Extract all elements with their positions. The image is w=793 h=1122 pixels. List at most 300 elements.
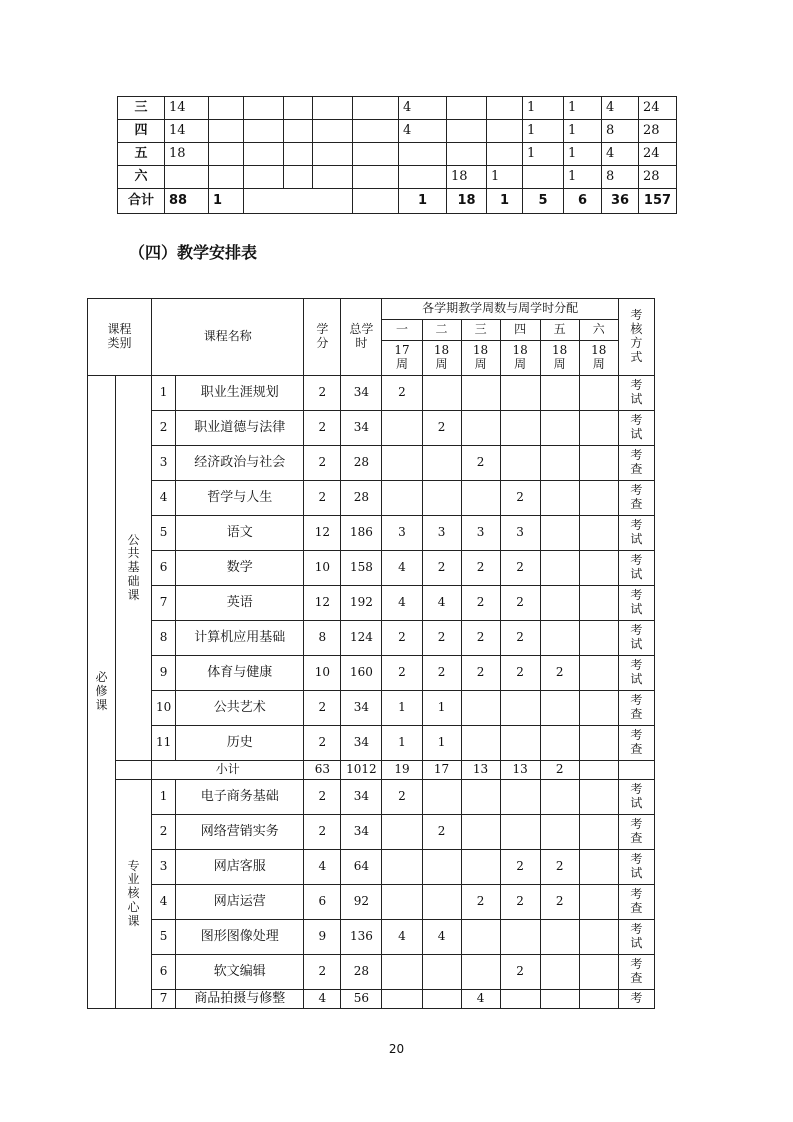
term-hours: 4 (382, 586, 422, 621)
exam-method: 考 试 (618, 411, 654, 446)
term-hours (500, 691, 540, 726)
table-cell (313, 97, 353, 120)
table-row (118, 166, 677, 189)
term-hours (422, 376, 461, 411)
total-label: 合计 (118, 189, 165, 214)
course-credits: 10 (304, 656, 341, 691)
table-cell: 1 (523, 120, 564, 143)
table-cell (353, 189, 399, 214)
course-number: 5 (152, 920, 176, 955)
term-hours (422, 780, 461, 815)
subtotal-blank (116, 761, 152, 780)
term-hours (579, 516, 618, 551)
exam-method (618, 761, 654, 780)
term-hours (422, 481, 461, 516)
term-hours: 2 (500, 586, 540, 621)
term-hours: 4 (422, 920, 461, 955)
term-hours (500, 780, 540, 815)
term-hours: 2 (500, 481, 540, 516)
course-row (88, 815, 655, 850)
table-cell (209, 120, 244, 143)
total-row (118, 189, 677, 214)
term-hours (500, 411, 540, 446)
term-weeks: 18 周 (461, 341, 500, 376)
term-hours: 13 (461, 761, 500, 780)
course-number: 3 (152, 850, 176, 885)
course-number: 9 (152, 656, 176, 691)
table-cell: 28 (639, 120, 677, 143)
table-cell: 24 (639, 97, 677, 120)
table-cell (313, 120, 353, 143)
term-hours: 1 (382, 726, 422, 761)
table-cell (353, 97, 399, 120)
term-name: 六 (579, 320, 618, 341)
table-cell: 28 (639, 166, 677, 189)
table-cell: 14 (165, 97, 209, 120)
term-hours: 4 (382, 920, 422, 955)
exam-method: 考 查 (618, 885, 654, 920)
exam-method: 考 (618, 990, 654, 1009)
course-name: 职业道德与法律 (176, 411, 304, 446)
subtotal-label: 小计 (152, 761, 304, 780)
category-header: 课程类别 (88, 299, 152, 376)
term-hours: 2 (422, 815, 461, 850)
course-name: 网店运营 (176, 885, 304, 920)
course-row (88, 621, 655, 656)
term-hours (382, 990, 422, 1009)
course-row (88, 516, 655, 551)
table-cell: 4 (399, 97, 447, 120)
course-name: 哲学与人生 (176, 481, 304, 516)
term-hours: 19 (382, 761, 422, 780)
credits-header: 学 分 (304, 299, 341, 376)
term-hours: 2 (382, 656, 422, 691)
term-hours: 2 (461, 885, 500, 920)
course-number: 11 (152, 726, 176, 761)
course-credits: 2 (304, 481, 341, 516)
course-number: 6 (152, 955, 176, 990)
term-hours: 2 (422, 411, 461, 446)
table-cell (244, 166, 284, 189)
term-hours (579, 551, 618, 586)
course-number: 4 (152, 481, 176, 516)
term-hours (422, 990, 461, 1009)
term-hours (461, 481, 500, 516)
term-hours (540, 815, 579, 850)
course-row (88, 586, 655, 621)
course-hours: 192 (341, 586, 382, 621)
term-hours (579, 621, 618, 656)
term-hours (461, 920, 500, 955)
table-cell: 88 (165, 189, 209, 214)
table-cell (447, 143, 487, 166)
exam-method: 考 试 (618, 656, 654, 691)
course-credits: 10 (304, 551, 341, 586)
course-name: 软文编辑 (176, 955, 304, 990)
distribution-header: 各学期教学周数与周学时分配 (382, 299, 618, 320)
term-hours (579, 446, 618, 481)
course-credits: 2 (304, 726, 341, 761)
credit-summary-table (117, 96, 677, 214)
term-hours: 17 (422, 761, 461, 780)
table-cell: 1 (564, 166, 602, 189)
term-hours (540, 955, 579, 990)
term-hours: 2 (382, 376, 422, 411)
course-row (88, 920, 655, 955)
term-hours: 2 (500, 621, 540, 656)
course-credits: 12 (304, 586, 341, 621)
term-hours: 2 (500, 885, 540, 920)
exam-method: 考 查 (618, 955, 654, 990)
term-hours: 2 (382, 621, 422, 656)
term-hours (382, 446, 422, 481)
term-hours: 2 (540, 885, 579, 920)
term-hours (579, 586, 618, 621)
exam-method: 考 查 (618, 726, 654, 761)
course-number: 5 (152, 516, 176, 551)
course-number: 10 (152, 691, 176, 726)
table-cell: 8 (602, 120, 639, 143)
exam-method: 考 试 (618, 850, 654, 885)
course-hours: 92 (341, 885, 382, 920)
term-hours: 2 (422, 551, 461, 586)
course-row (88, 481, 655, 516)
exam-method: 考 查 (618, 481, 654, 516)
term-hours: 1 (422, 691, 461, 726)
table-cell (487, 143, 523, 166)
term-hours (382, 411, 422, 446)
term-hours (579, 481, 618, 516)
table-cell (209, 143, 244, 166)
term-hours (540, 446, 579, 481)
table-cell: 4 (602, 143, 639, 166)
term-weeks: 18 周 (540, 341, 579, 376)
term-hours: 3 (382, 516, 422, 551)
term-hours (579, 815, 618, 850)
course-name: 网络营销实务 (176, 815, 304, 850)
table-cell: 1 (523, 97, 564, 120)
term-hours (500, 446, 540, 481)
term-hours (579, 761, 618, 780)
exam-method: 考 查 (618, 815, 654, 850)
table-cell (523, 166, 564, 189)
table-cell: 1 (564, 120, 602, 143)
required-label: 必 修 课 (88, 376, 116, 1009)
term-hours: 3 (461, 516, 500, 551)
term-hours (579, 920, 618, 955)
term-hours: 2 (422, 621, 461, 656)
term-hours: 2 (500, 656, 540, 691)
teaching-plan-table (87, 298, 655, 1009)
course-name: 职业生涯规划 (176, 376, 304, 411)
course-row (88, 955, 655, 990)
table-cell (284, 166, 313, 189)
term-hours: 2 (540, 761, 579, 780)
course-hours: 124 (341, 621, 382, 656)
term-hours (540, 990, 579, 1009)
term-hours (382, 955, 422, 990)
table-cell (244, 189, 353, 214)
course-credits: 2 (304, 955, 341, 990)
course-hours: 28 (341, 481, 382, 516)
term-hours: 2 (461, 586, 500, 621)
table-cell (447, 120, 487, 143)
table-cell (209, 166, 244, 189)
table-cell (284, 97, 313, 120)
course-name: 网店客服 (176, 850, 304, 885)
course-name: 电子商务基础 (176, 780, 304, 815)
term-hours (422, 955, 461, 990)
subtotal-credits: 63 (304, 761, 341, 780)
year-label: 三 (118, 97, 165, 120)
term-name: 二 (422, 320, 461, 341)
table-cell (353, 166, 399, 189)
table-cell: 18 (447, 189, 487, 214)
course-name: 计算机应用基础 (176, 621, 304, 656)
table-cell (244, 97, 284, 120)
table-cell: 1 (564, 143, 602, 166)
exam-method: 考 试 (618, 780, 654, 815)
year-label: 六 (118, 166, 165, 189)
exam-method: 考 查 (618, 446, 654, 481)
course-hours: 160 (341, 656, 382, 691)
table-cell: 4 (399, 120, 447, 143)
course-credits: 4 (304, 850, 341, 885)
table-cell (353, 120, 399, 143)
course-number: 8 (152, 621, 176, 656)
term-hours (579, 376, 618, 411)
course-hours: 34 (341, 815, 382, 850)
term-hours (540, 411, 579, 446)
course-credits: 2 (304, 780, 341, 815)
course-row (88, 411, 655, 446)
course-name-header: 课程名称 (152, 299, 304, 376)
term-hours (461, 850, 500, 885)
term-hours: 2 (382, 780, 422, 815)
course-hours: 64 (341, 850, 382, 885)
course-credits: 4 (304, 990, 341, 1009)
exam-header: 考 核 方 式 (618, 299, 654, 376)
term-hours: 4 (461, 990, 500, 1009)
term-weeks: 18 周 (422, 341, 461, 376)
header-row (88, 299, 655, 320)
term-hours: 2 (461, 621, 500, 656)
course-row (88, 850, 655, 885)
term-hours: 4 (422, 586, 461, 621)
subtotal-hours: 1012 (341, 761, 382, 780)
course-row (88, 376, 655, 411)
course-hours: 34 (341, 780, 382, 815)
table-cell: 14 (165, 120, 209, 143)
term-hours (500, 726, 540, 761)
term-hours (382, 885, 422, 920)
table-cell (244, 120, 284, 143)
course-row (88, 780, 655, 815)
table-cell (487, 120, 523, 143)
exam-method: 考 试 (618, 621, 654, 656)
table-cell (399, 143, 447, 166)
subtotal-row (88, 761, 655, 780)
term-name: 三 (461, 320, 500, 341)
table-row (118, 143, 677, 166)
table-cell: 1 (564, 97, 602, 120)
course-hours: 34 (341, 411, 382, 446)
term-name: 一 (382, 320, 422, 341)
term-hours: 2 (500, 850, 540, 885)
exam-method: 考 试 (618, 920, 654, 955)
course-credits: 2 (304, 691, 341, 726)
table-cell (313, 166, 353, 189)
term-hours: 2 (422, 656, 461, 691)
course-name: 公共艺术 (176, 691, 304, 726)
term-hours: 2 (461, 656, 500, 691)
term-name: 四 (500, 320, 540, 341)
term-hours: 13 (500, 761, 540, 780)
exam-method: 考 试 (618, 586, 654, 621)
term-hours (540, 780, 579, 815)
table-cell (284, 120, 313, 143)
term-weeks: 18 周 (500, 341, 540, 376)
table-cell (353, 143, 399, 166)
term-hours (500, 990, 540, 1009)
term-hours (461, 780, 500, 815)
course-row (88, 885, 655, 920)
group-label: 公 共 基 础 课 (116, 376, 152, 761)
term-hours (579, 726, 618, 761)
term-weeks: 17 周 (382, 341, 422, 376)
table-cell: 1 (487, 166, 523, 189)
term-hours (579, 411, 618, 446)
group-label: 专 业 核 心 课 (116, 780, 152, 1009)
term-hours (579, 955, 618, 990)
term-hours (461, 726, 500, 761)
table-cell: 8 (602, 166, 639, 189)
table-cell: 1 (487, 189, 523, 214)
course-number: 3 (152, 446, 176, 481)
course-credits: 2 (304, 376, 341, 411)
course-row (88, 656, 655, 691)
course-number: 7 (152, 586, 176, 621)
term-hours (500, 920, 540, 955)
table-cell (487, 97, 523, 120)
term-hours (540, 726, 579, 761)
table-cell: 1 (523, 143, 564, 166)
term-hours (579, 990, 618, 1009)
term-hours (461, 376, 500, 411)
exam-method: 考 查 (618, 691, 654, 726)
course-name: 语文 (176, 516, 304, 551)
section-title: （四）教学安排表 (129, 243, 258, 262)
term-hours (540, 551, 579, 586)
table-cell (284, 143, 313, 166)
course-hours: 34 (341, 726, 382, 761)
course-number: 1 (152, 780, 176, 815)
course-number: 1 (152, 376, 176, 411)
course-row (88, 990, 655, 1009)
course-row (88, 691, 655, 726)
exam-method: 考 试 (618, 516, 654, 551)
total-hours-header: 总学 时 (341, 299, 382, 376)
course-row (88, 726, 655, 761)
course-row (88, 551, 655, 586)
term-hours: 2 (461, 446, 500, 481)
term-hours (540, 621, 579, 656)
course-hours: 56 (341, 990, 382, 1009)
term-hours (540, 516, 579, 551)
term-hours: 2 (500, 551, 540, 586)
course-number: 6 (152, 551, 176, 586)
course-number: 4 (152, 885, 176, 920)
course-number: 2 (152, 815, 176, 850)
term-hours (422, 885, 461, 920)
course-credits: 2 (304, 411, 341, 446)
course-credits: 12 (304, 516, 341, 551)
term-weeks: 18 周 (579, 341, 618, 376)
page-number: 20 (388, 1042, 405, 1056)
table-cell: 5 (523, 189, 564, 214)
table-cell: 4 (602, 97, 639, 120)
term-hours (461, 955, 500, 990)
course-credits: 9 (304, 920, 341, 955)
exam-method: 考 试 (618, 551, 654, 586)
table-cell: 18 (447, 166, 487, 189)
term-hours (540, 376, 579, 411)
term-hours (579, 780, 618, 815)
table-cell: 157 (639, 189, 677, 214)
course-name: 商品拍摄与修整 (176, 990, 304, 1009)
term-hours (461, 815, 500, 850)
exam-method: 考 试 (618, 376, 654, 411)
year-label: 五 (118, 143, 165, 166)
course-hours: 186 (341, 516, 382, 551)
table-row (118, 97, 677, 120)
table-cell: 1 (399, 189, 447, 214)
term-hours (422, 446, 461, 481)
term-hours: 2 (540, 850, 579, 885)
term-hours (579, 885, 618, 920)
term-hours (461, 691, 500, 726)
course-credits: 8 (304, 621, 341, 656)
term-hours (461, 411, 500, 446)
term-hours: 2 (461, 551, 500, 586)
course-row (88, 446, 655, 481)
course-name: 英语 (176, 586, 304, 621)
table-cell: 18 (165, 143, 209, 166)
course-credits: 2 (304, 446, 341, 481)
course-name: 图形图像处理 (176, 920, 304, 955)
table-cell (447, 97, 487, 120)
course-hours: 28 (341, 955, 382, 990)
table-cell (313, 143, 353, 166)
term-hours (540, 586, 579, 621)
table-cell (399, 166, 447, 189)
term-hours: 1 (422, 726, 461, 761)
term-hours (500, 376, 540, 411)
course-name: 经济政治与社会 (176, 446, 304, 481)
term-name: 五 (540, 320, 579, 341)
table-cell (244, 143, 284, 166)
term-hours: 2 (540, 656, 579, 691)
course-name: 体育与健康 (176, 656, 304, 691)
course-hours: 158 (341, 551, 382, 586)
table-cell: 1 (209, 189, 244, 214)
table-cell: 36 (602, 189, 639, 214)
term-hours (382, 481, 422, 516)
term-hours: 3 (500, 516, 540, 551)
table-cell: 24 (639, 143, 677, 166)
term-hours (382, 850, 422, 885)
course-name: 数学 (176, 551, 304, 586)
